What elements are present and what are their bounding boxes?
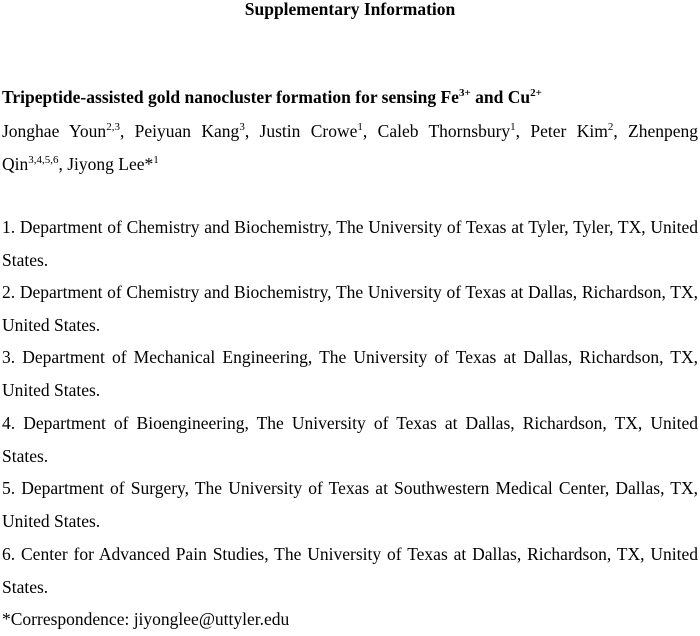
author-affiliation-ref: 3,4,5,6	[28, 154, 59, 167]
author-list	[2, 115, 698, 181]
author-affiliation-ref: 2,3	[106, 121, 120, 134]
supplementary-heading: Supplementary Information	[244, 0, 456, 19]
author-name: Zhenpeng Qin	[2, 121, 699, 174]
title-mid: and Cu	[470, 87, 531, 107]
author-name: Peiyuan Kang	[134, 121, 240, 141]
author-name: Caleb Thornsbury	[377, 121, 511, 141]
fe-charge: 3+	[458, 87, 471, 100]
affiliation-1: 1. Department of Chemistry and Biochemistry, The University of Texas at Tyler, Tyler, TX, United States.	[2, 217, 698, 270]
author-name: Jiyong Lee*	[67, 154, 154, 174]
affiliation-4: 4. Department of Bioengineering, The University of Texas at Dallas, Richardson, TX, United States.	[2, 413, 698, 466]
affiliation-6: 6. Center for Advanced Pain Studies, The University of Texas at Dallas, Richardson, TX, United States.	[2, 544, 698, 597]
paper-title	[2, 86, 692, 108]
author-name: Peter Kim	[530, 121, 608, 141]
author-affiliation-ref: 1	[510, 121, 516, 134]
cu-charge: 2+	[530, 87, 542, 100]
author-separator: ,	[244, 121, 260, 141]
author-affiliation-ref: 1	[357, 121, 363, 134]
author-affiliation-ref: 2	[607, 121, 614, 134]
title-prefix: Tripeptide-assisted gold nanocluster formation for sensing Fe	[2, 87, 459, 107]
author-separator: ,	[119, 121, 135, 141]
author-separator: ,	[613, 121, 629, 141]
author-separator: ,	[362, 121, 378, 141]
correspondence: *Correspondence: jiyonglee@uttyler.edu	[2, 609, 290, 629]
author-affiliation-ref: 3	[239, 121, 245, 134]
affiliation-5: 5. Department of Surgery, The University of Texas at Southwestern Medical Center, Dallas, TX, United States.	[2, 478, 698, 531]
author-name: Justin Crowe	[259, 121, 358, 141]
author-separator: ,	[58, 154, 68, 174]
author-separator: ,	[515, 121, 531, 141]
affiliation-2: 2. Department of Chemistry and Biochemistry, The University of Texas at Dallas, Richardson, TX, United States.	[2, 282, 698, 335]
affiliation-3: 3. Department of Mechanical Engineering, The University of Texas at Dallas, Richardson, TX, United States.	[2, 347, 698, 400]
author-affiliation-ref: 1	[153, 154, 159, 167]
author-name: Jonghae Youn	[2, 121, 107, 141]
